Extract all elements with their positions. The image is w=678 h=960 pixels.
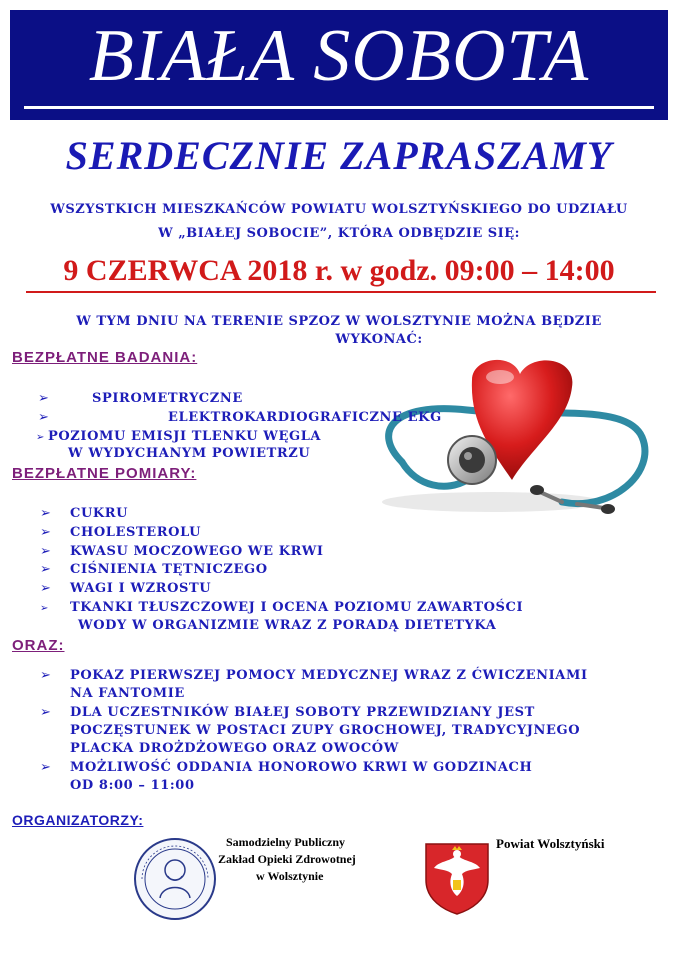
list-item-tlenek-wegla-cont: W WYDYCHANYM POWIETRZU xyxy=(68,446,311,461)
list-item-poczestunek-cont-2: PLACKA DROŻDŻOWEGO ORAZ OWOCÓW xyxy=(70,741,399,756)
list-item-ekg: ELEKTROKARDIOGRAFICZNE EKG xyxy=(168,410,442,425)
list-item-spirometryczne: SPIROMETRYCZNE xyxy=(92,391,243,406)
bullet-arrow-icon: ➢ xyxy=(40,562,51,577)
list-item-cukru: CUKRU xyxy=(70,506,129,521)
list-item-tkanka: TKANKI TŁUSZCZOWEJ I OCENA POZIOMU ZAWARTOŚCI xyxy=(70,600,524,615)
bullet-arrow-icon: ➢ xyxy=(40,581,51,596)
invite-line-1: WSZYSTKICH MIESZKAŃCÓW POWIATU WOLSZTYŃSKIEGO DO UDZIAŁU xyxy=(50,202,628,217)
list-item-tlenek-wegla: POZIOMU EMISJI TLENKU WĘGLA xyxy=(48,429,322,444)
intro-line-2: WYKONAĆ: xyxy=(335,332,423,347)
section-heading-badania: BEZPŁATNE BADANIA: xyxy=(12,349,198,366)
bullet-arrow-icon: ➢ xyxy=(36,432,45,443)
heart-stethoscope-icon xyxy=(372,352,662,527)
bullet-arrow-icon: ➢ xyxy=(38,391,49,406)
list-item-waga: WAGI I WZROSTU xyxy=(70,581,212,596)
list-item-pierwsza-pomoc: POKAZ PIERWSZEJ POMOCY MEDYCZNEJ WRAZ Z ĆWICZENIAMI xyxy=(70,668,588,683)
bullet-arrow-icon: ➢ xyxy=(38,410,49,425)
list-item-krwiodawstwo-hours: OD 8:00 – 11:00 xyxy=(70,778,195,793)
poster-title: BIAŁA SOBOTA xyxy=(88,15,590,97)
list-item-cholesterolu: CHOLESTEROLU xyxy=(70,525,202,540)
org1-line-2: Zakład Opieki Zdrowotnej xyxy=(218,852,356,866)
title-underline xyxy=(24,106,654,109)
spzoz-seal-icon xyxy=(132,836,218,922)
coat-of-arms-icon xyxy=(422,840,492,916)
org2-name: Powiat Wolsztyński xyxy=(496,836,605,851)
event-date: 9 CZERWCA 2018 r. w godz. 09:00 – 14:00 xyxy=(63,254,615,287)
list-item-poczestunek: DLA UCZESTNIKÓW BIAŁEJ SOBOTY PRZEWIDZIANY JEST xyxy=(70,705,535,720)
title-banner xyxy=(10,10,668,120)
bullet-arrow-icon: ➢ xyxy=(40,544,51,559)
section-heading-pomiary: BEZPŁATNE POMIARY: xyxy=(12,465,197,482)
bullet-arrow-icon: ➢ xyxy=(40,506,51,521)
list-item-pierwsza-pomoc-cont: NA FANTOMIE xyxy=(70,686,185,701)
list-item-krwiodawstwo: MOŻLIWOŚĆ ODDANIA HONOROWO KRWI W GODZINACH xyxy=(70,760,533,775)
invite-line-2: W „BIAŁEJ SOBOCIE”, KTÓRA ODBĘDZIE SIĘ: xyxy=(158,226,520,241)
intro-line-1: W TYM DNIU NA TERENIE SPZOZ W WOLSZTYNIE MOŻNA BĘDZIE xyxy=(76,314,602,329)
list-item-kwas-moczowy: KWASU MOCZOWEGO WE KRWI xyxy=(70,544,324,559)
section-heading-oraz: ORAZ: xyxy=(12,637,65,654)
date-underline xyxy=(26,291,656,293)
organizers-label: ORGANIZATORZY: xyxy=(12,812,144,828)
org1-line-3: w Wolsztynie xyxy=(256,869,324,883)
poster-subtitle: SERDECZNIE ZAPRASZAMY xyxy=(65,133,613,178)
bullet-arrow-icon: ➢ xyxy=(40,525,51,540)
bullet-arrow-icon: ➢ xyxy=(40,668,51,683)
list-item-cisnienie: CIŚNIENIA TĘTNICZEGO xyxy=(70,562,268,577)
list-item-tkanka-cont: WODY W ORGANIZMIE WRAZ Z PORADĄ DIETETYKA xyxy=(78,618,497,633)
list-item-poczestunek-cont-1: POCZĘSTUNEK W POSTACI ZUPY GROCHOWEJ, TRADYCYJNEGO xyxy=(70,723,581,738)
bullet-arrow-icon: ➢ xyxy=(40,603,49,614)
org1-line-1: Samodzielny Publiczny xyxy=(226,835,346,849)
bullet-arrow-icon: ➢ xyxy=(40,705,51,720)
bullet-arrow-icon: ➢ xyxy=(40,760,51,775)
